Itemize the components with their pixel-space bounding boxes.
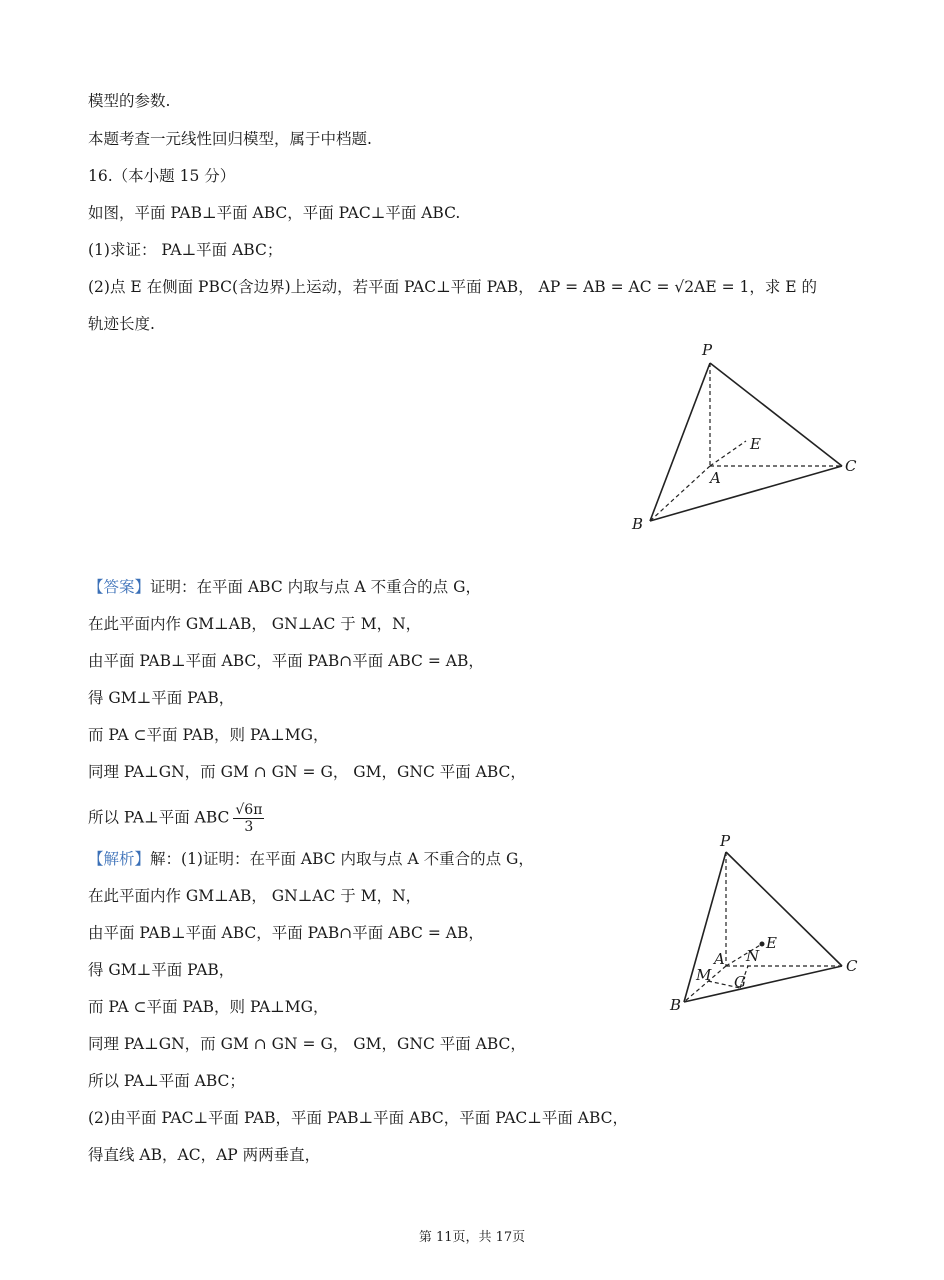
answer-line: 同理 PA⊥GN，而 GM ∩ GN = G， GM，GNC 平面 ABC， — [88, 763, 526, 781]
point-label-m: M — [696, 966, 712, 984]
text-line: 模型的参数. — [88, 92, 171, 110]
problem-statement: 如图，平面 PAB⊥平面 ABC，平面 PAC⊥平面 ABC. — [88, 204, 461, 222]
answer-fraction — [233, 802, 264, 835]
solution-line — [88, 848, 534, 870]
solution-line: 在此平面内作 GM⊥AB， GN⊥AC 于 M，N， — [88, 887, 422, 905]
answer-line: 得 GM⊥平面 PAB， — [88, 689, 235, 707]
vertex-label-p: P — [720, 832, 731, 850]
answer-line — [88, 576, 481, 598]
point-label-e: E — [750, 435, 761, 453]
solution-line: 所以 PA⊥平面 ABC； — [88, 1072, 245, 1090]
point-label-e: E — [766, 934, 777, 952]
vertex-label-p: P — [702, 341, 713, 359]
fraction-numerator: √6π — [235, 802, 263, 818]
answer-tag: 【答案】 — [88, 578, 151, 596]
answer-text: 所以 PA⊥平面 ABC — [88, 808, 230, 827]
answer-line: 在此平面内作 GM⊥AB， GN⊥AC 于 M，N， — [88, 615, 422, 633]
answer-line: 由平面 PAB⊥平面 ABC，平面 PAB∩平面 ABC = AB， — [88, 652, 484, 670]
solution-line: (2)由平面 PAC⊥平面 PAB，平面 PAB⊥平面 ABC，平面 PAC⊥平面 ABC， — [88, 1109, 629, 1127]
vertex-label-b: B — [632, 515, 644, 533]
page-footer: 第 11页，共 17页 — [418, 1230, 526, 1245]
answer-line: 而 PA ⊂平面 PAB，则 PA⊥MG， — [88, 726, 329, 744]
fraction-denominator: 3 — [244, 819, 254, 835]
text-line: 本题考查一元线性回归模型，属于中档题. — [88, 130, 372, 148]
solution-line: 得 GM⊥平面 PAB， — [88, 961, 235, 979]
point-label-g: G — [734, 973, 746, 991]
question-2-continued: 轨迹长度. — [88, 315, 155, 333]
problem-number: 16.（本小题 15 分） — [88, 167, 236, 185]
solution-text: 解：(1)证明：在平面 ABC 内取与点 A 不重合的点 G， — [150, 850, 534, 868]
question-2: (2)点 E 在侧面 PBC(含边界)上运动，若平面 PAC⊥平面 PAB， AP = AB = AC = √2AE = 1，求 E 的 — [88, 278, 818, 296]
solution-line: 同理 PA⊥GN，而 GM ∩ GN = G， GM，GNC 平面 ABC， — [88, 1035, 526, 1053]
answer-text: 证明：在平面 ABC 内取与点 A 不重合的点 G， — [150, 578, 481, 596]
vertex-label-c: C — [846, 957, 858, 975]
vertex-label-a: A — [710, 469, 721, 487]
vertex-label-b: B — [670, 996, 682, 1014]
tetrahedron-figure — [620, 335, 870, 535]
solution-line: 得直线 AB，AC，AP 两两垂直， — [88, 1146, 321, 1164]
solution-line: 而 PA ⊂平面 PAB，则 PA⊥MG， — [88, 998, 329, 1016]
point-label-n: N — [746, 947, 760, 965]
vertex-label-a: A — [714, 950, 725, 968]
solution-tag: 【解析】 — [88, 850, 151, 868]
answer-line — [88, 802, 264, 835]
vertex-label-c: C — [845, 457, 857, 475]
tetrahedron-construction-figure — [660, 828, 875, 1018]
question-1: (1)求证： PA⊥平面 ABC； — [88, 241, 283, 259]
solution-line: 由平面 PAB⊥平面 ABC，平面 PAB∩平面 ABC = AB， — [88, 924, 484, 942]
